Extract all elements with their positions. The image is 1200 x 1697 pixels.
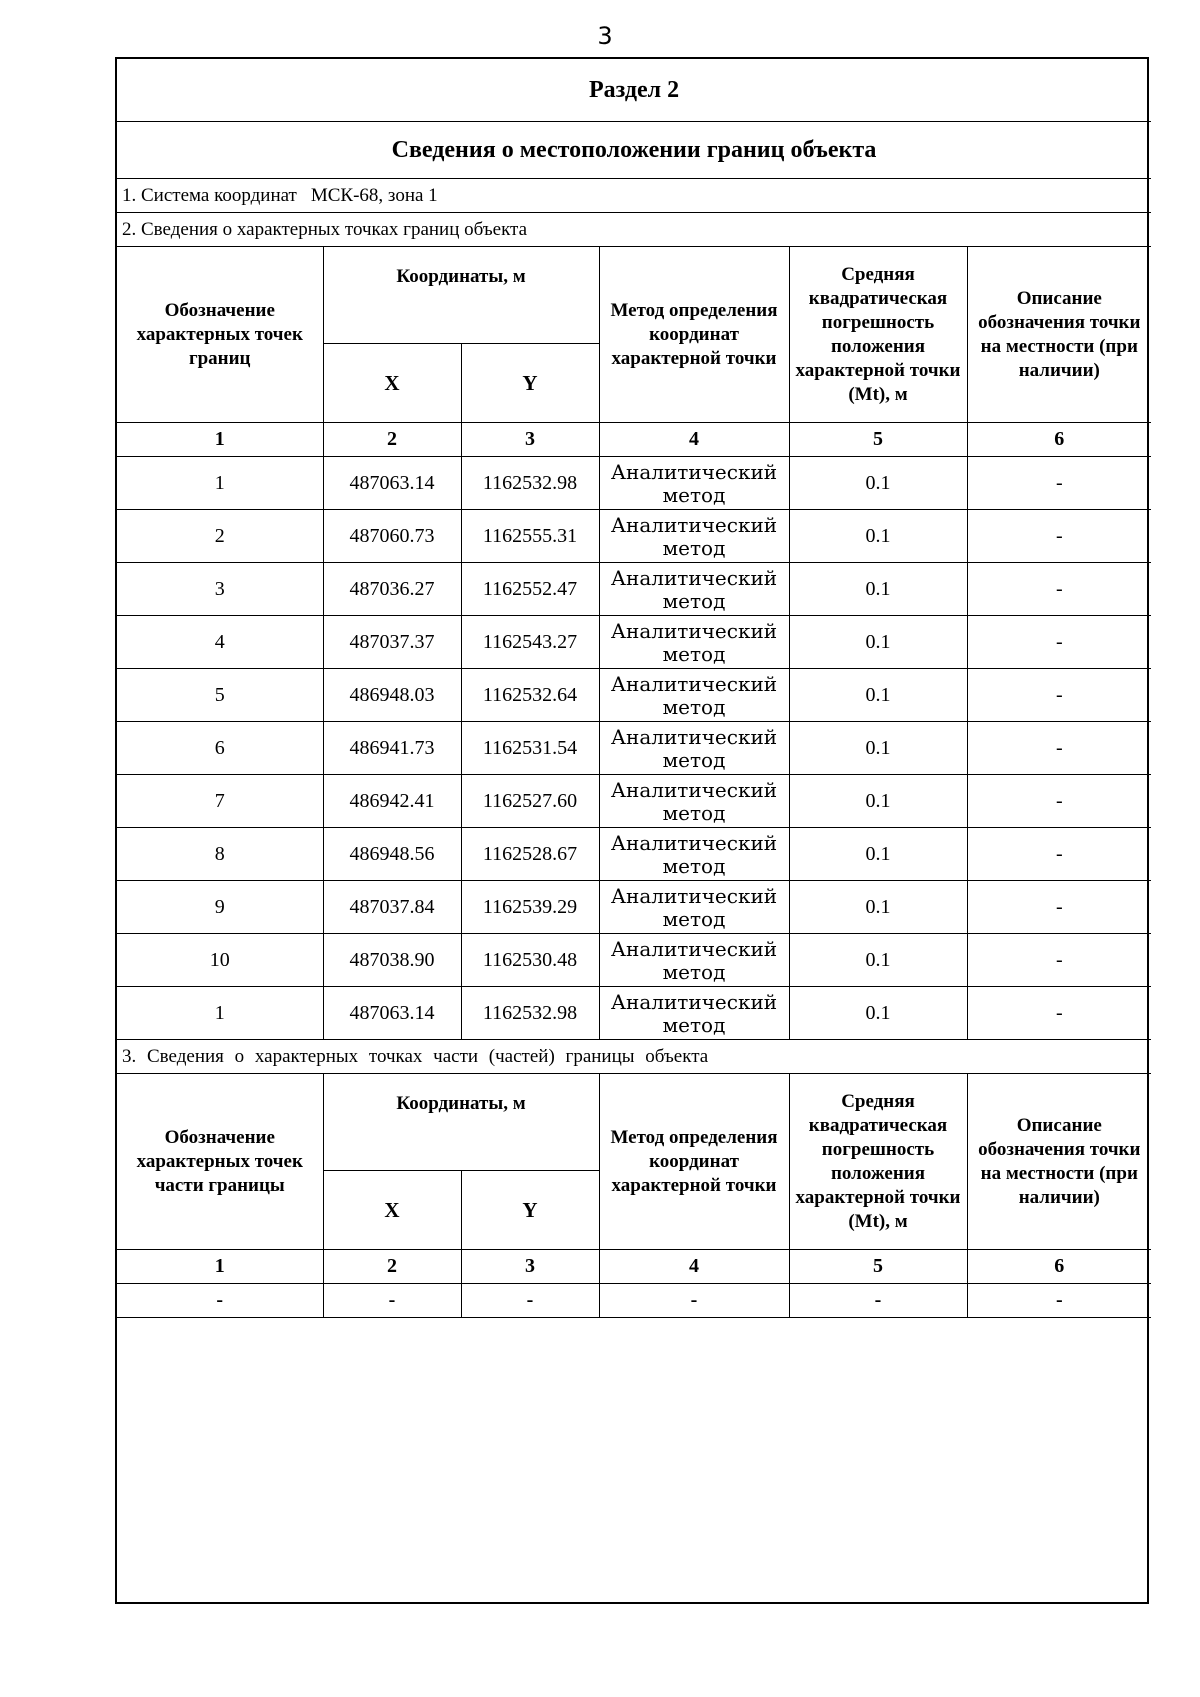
col-number: 5 — [789, 1250, 967, 1284]
header-y: Y — [461, 344, 599, 423]
desc-cell: - — [967, 669, 1151, 722]
desc-cell: - — [967, 987, 1151, 1040]
mt-cell: 0.1 — [789, 669, 967, 722]
point-cell: 1 — [117, 457, 323, 510]
document-frame — [115, 57, 1149, 1604]
desc-cell: - — [967, 775, 1151, 828]
x-cell: 487037.37 — [323, 616, 461, 669]
coord-system-label: 1. Система координат — [122, 184, 297, 206]
y-cell: - — [461, 1284, 599, 1318]
table-row — [117, 510, 1151, 563]
table-row — [117, 881, 1151, 934]
method-cell: Аналитический метод — [599, 669, 789, 722]
table-row — [117, 563, 1151, 616]
point-cell: 10 — [117, 934, 323, 987]
desc-cell: - — [967, 510, 1151, 563]
table-row — [117, 616, 1151, 669]
desc-cell: - — [967, 457, 1151, 510]
header-description: Описание обозначения точки на местности (при наличии) — [967, 1074, 1151, 1250]
table1-caption: 2. Сведения о характерных точках границ объекта — [117, 213, 1151, 247]
table2-caption: 3. Сведения о характерных точках части (частей) границы объекта — [117, 1040, 1151, 1074]
header-description: Описание обозначения точки на местности (при наличии) — [967, 247, 1151, 423]
y-cell: 1162543.27 — [461, 616, 599, 669]
header-designation: Обозначение характерных точек границ — [117, 247, 323, 423]
header-coords: Координаты, м — [323, 1074, 599, 1171]
header-x: X — [323, 344, 461, 423]
section-title: Раздел 2 — [117, 59, 1151, 122]
header-designation: Обозначение характерных точек части границы — [117, 1074, 323, 1250]
col-number: 6 — [967, 1250, 1151, 1284]
desc-cell: - — [967, 881, 1151, 934]
table-row — [117, 987, 1151, 1040]
col-number: 1 — [117, 423, 323, 457]
x-cell: 486942.41 — [323, 775, 461, 828]
method-cell: Аналитический метод — [599, 457, 789, 510]
mt-cell: 0.1 — [789, 722, 967, 775]
method-cell: Аналитический метод — [599, 722, 789, 775]
desc-cell: - — [967, 722, 1151, 775]
method-cell: Аналитический метод — [599, 881, 789, 934]
method-cell: Аналитический метод — [599, 775, 789, 828]
point-cell: 1 — [117, 987, 323, 1040]
desc-cell: - — [967, 1284, 1151, 1318]
header-accuracy: Средняя квадратическая погрешность положения характерной точки (Mt), м — [789, 247, 967, 423]
header-coords: Координаты, м — [323, 247, 599, 344]
table-row — [117, 722, 1151, 775]
x-cell: 486941.73 — [323, 722, 461, 775]
col-number: 6 — [967, 423, 1151, 457]
desc-cell: - — [967, 563, 1151, 616]
mt-cell: 0.1 — [789, 563, 967, 616]
col-number: 5 — [789, 423, 967, 457]
method-cell: Аналитический метод — [599, 987, 789, 1040]
y-cell: 1162530.48 — [461, 934, 599, 987]
col-number: 4 — [599, 423, 789, 457]
x-cell: 487038.90 — [323, 934, 461, 987]
point-cell: 5 — [117, 669, 323, 722]
mt-cell: 0.1 — [789, 616, 967, 669]
coord-system-value: МСК-68, зона 1 — [310, 184, 438, 206]
x-cell: 486948.56 — [323, 828, 461, 881]
method-cell: Аналитический метод — [599, 510, 789, 563]
y-cell: 1162555.31 — [461, 510, 599, 563]
mt-cell: 0.1 — [789, 881, 967, 934]
mt-cell: 0.1 — [789, 934, 967, 987]
table-row — [117, 775, 1151, 828]
y-cell: 1162532.98 — [461, 457, 599, 510]
point-cell: 8 — [117, 828, 323, 881]
point-cell: 6 — [117, 722, 323, 775]
table-row — [117, 457, 1151, 510]
col-number: 1 — [117, 1250, 323, 1284]
mt-cell: 0.1 — [789, 510, 967, 563]
header-accuracy: Средняя квадратическая погрешность положения характерной точки (Mt), м — [789, 1074, 967, 1250]
section-table — [117, 59, 1151, 1318]
table-row — [117, 1284, 1151, 1318]
x-cell: 487036.27 — [323, 563, 461, 616]
mt-cell: 0.1 — [789, 828, 967, 881]
x-cell: 487063.14 — [323, 987, 461, 1040]
table-row — [117, 934, 1151, 987]
x-cell: 487037.84 — [323, 881, 461, 934]
desc-cell: - — [967, 934, 1151, 987]
method-cell: Аналитический метод — [599, 828, 789, 881]
mt-cell: - — [789, 1284, 967, 1318]
point-cell: 7 — [117, 775, 323, 828]
method-cell: - — [599, 1284, 789, 1318]
y-cell: 1162527.60 — [461, 775, 599, 828]
header-method: Метод определения координат характерной точки — [599, 247, 789, 423]
page-number: 3 — [597, 22, 613, 50]
x-cell: - — [323, 1284, 461, 1318]
x-cell: 487060.73 — [323, 510, 461, 563]
table-row — [117, 828, 1151, 881]
header-method: Метод определения координат характерной точки — [599, 1074, 789, 1250]
point-cell: - — [117, 1284, 323, 1318]
y-cell: 1162531.54 — [461, 722, 599, 775]
col-number: 4 — [599, 1250, 789, 1284]
y-cell: 1162539.29 — [461, 881, 599, 934]
col-number: 3 — [461, 423, 599, 457]
col-number: 2 — [323, 1250, 461, 1284]
point-cell: 3 — [117, 563, 323, 616]
y-cell: 1162552.47 — [461, 563, 599, 616]
method-cell: Аналитический метод — [599, 616, 789, 669]
y-cell: 1162528.67 — [461, 828, 599, 881]
desc-cell: - — [967, 828, 1151, 881]
section-subtitle: Сведения о местоположении границ объекта — [117, 122, 1151, 179]
method-cell: Аналитический метод — [599, 563, 789, 616]
coord-system-line — [117, 179, 1151, 213]
y-cell: 1162532.64 — [461, 669, 599, 722]
mt-cell: 0.1 — [789, 457, 967, 510]
desc-cell: - — [967, 616, 1151, 669]
mt-cell: 0.1 — [789, 775, 967, 828]
mt-cell: 0.1 — [789, 987, 967, 1040]
header-x: X — [323, 1171, 461, 1250]
table-row — [117, 669, 1151, 722]
point-cell: 9 — [117, 881, 323, 934]
x-cell: 487063.14 — [323, 457, 461, 510]
point-cell: 4 — [117, 616, 323, 669]
x-cell: 486948.03 — [323, 669, 461, 722]
point-cell: 2 — [117, 510, 323, 563]
y-cell: 1162532.98 — [461, 987, 599, 1040]
col-number: 3 — [461, 1250, 599, 1284]
col-number: 2 — [323, 423, 461, 457]
header-y: Y — [461, 1171, 599, 1250]
method-cell: Аналитический метод — [599, 934, 789, 987]
